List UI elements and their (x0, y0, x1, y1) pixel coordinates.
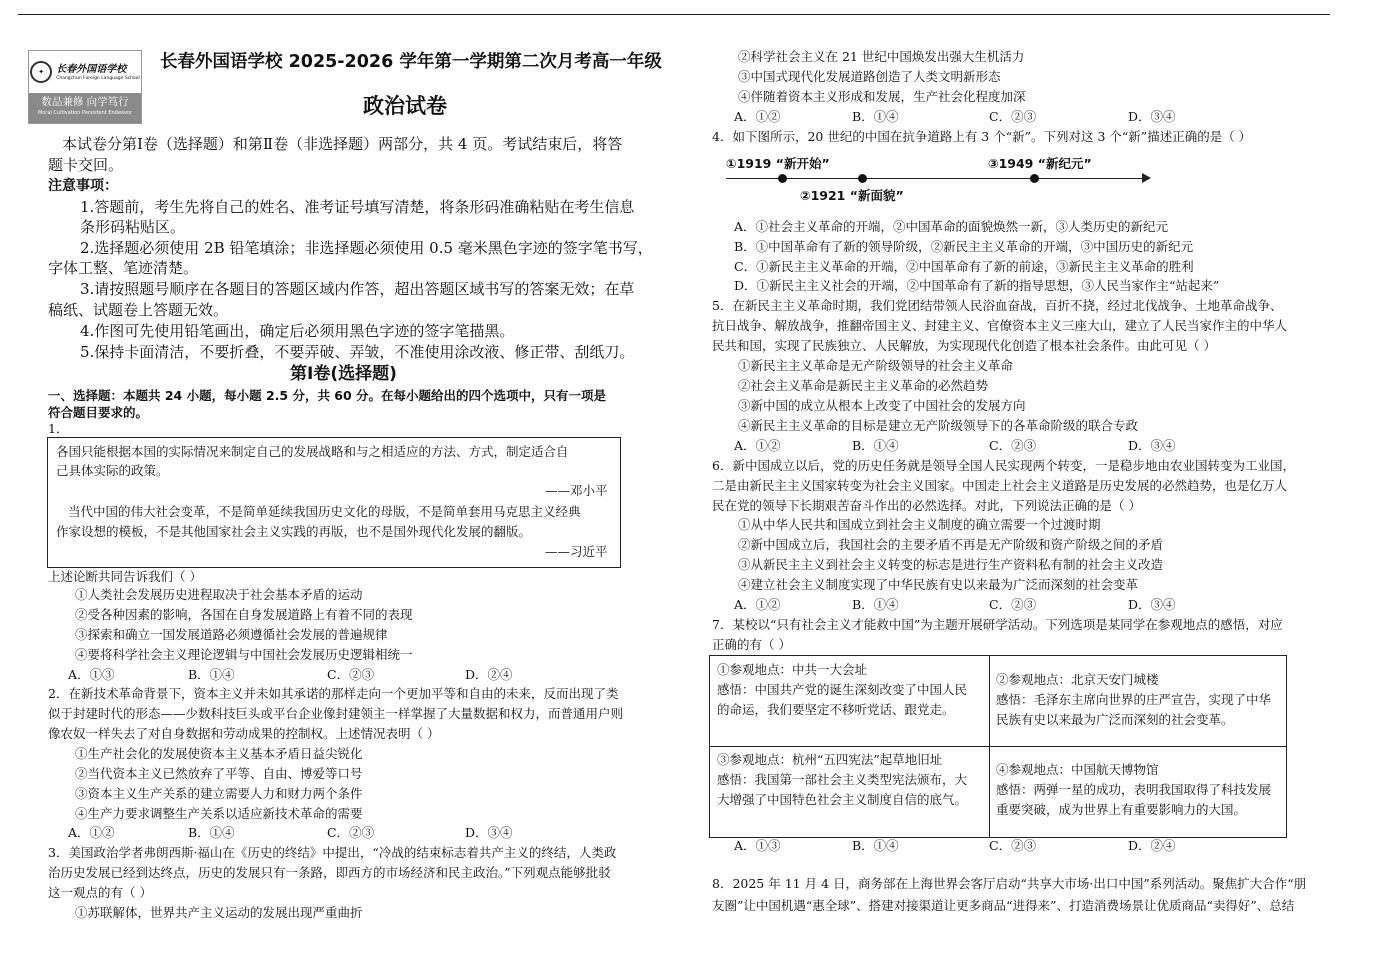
logo-school-name-en: Changchun Foreign Language School (56, 75, 140, 81)
timeline-dot (778, 174, 787, 183)
school-seal-icon: ✦ (30, 61, 52, 83)
option-b[interactable]: B．①④ (852, 438, 899, 453)
timeline-axis (726, 178, 1144, 179)
logo-motto: 数品兼修 向学笃行 (41, 96, 129, 108)
option-c[interactable]: C．②③ (327, 667, 375, 682)
option-a[interactable]: A．①③ (734, 838, 781, 853)
question-text: 二是由新民主主义国家转变为社会主义国家。中国走上社会主义道路是历史发展的必然趋势，也是亿万人 (712, 478, 1288, 493)
option-d[interactable]: D．③④ (1128, 597, 1176, 612)
notice-title: 注意事项： (48, 178, 118, 194)
question-text: 8．2025 年 11 月 4 日，商务部在上海世界会客厅启动“共享大市场·出口中国”系列活动。聚焦扩大合作“朋 (712, 876, 1307, 891)
option-d[interactable]: D．③④ (465, 825, 513, 840)
option-d[interactable]: D．③④ (1128, 438, 1176, 453)
statement: ①苏联解体，世界共产主义运动的发展出现严重曲折 (75, 905, 363, 920)
question-number: 1． (48, 421, 69, 436)
statement: ④建立社会主义制度实现了中华民族有史以来最为广泛而深刻的社会变革 (738, 577, 1139, 592)
option-a[interactable]: A．①③ (68, 667, 115, 682)
table-cell: ①参观地点：中共一大会址 感悟：中国共产党的诞生深刻改变了中国人民的命运，我们要坚定不移听党话、跟党走。 (717, 662, 968, 717)
statement: ④新民主主义革命的目标是建立无产阶级领导下的各革命阶级的联合专政 (738, 418, 1139, 433)
statement: ①新民主主义革命是无产阶级领导的社会主义革命 (738, 358, 1014, 373)
statement: ③探索和确立一国发展道路必须遵循社会发展的普遍规律 (75, 627, 388, 642)
option-b[interactable]: B．①④ (852, 109, 899, 124)
question-text: 4．如下图所示，20 世纪的中国在抗争道路上有 3 个“新”。下列对这 3 个“新”描述正确的是（ ） (712, 129, 1252, 144)
statement: ②新中国成立后，我国社会的主要矛盾不再是无产阶级和资产阶级之间的矛盾 (738, 537, 1164, 552)
statement: ②科学社会主义在 21 世纪中国焕发出强大生机活力 (738, 49, 1025, 64)
notice-item: 字体工整、笔迹清楚。 (48, 259, 199, 277)
statement: ③新中国的成立从根本上改变了中国社会的发展方向 (738, 398, 1026, 413)
statement: ③从新民主主义到社会主义转变的标志是进行生产资料私有制的社会主义改造 (738, 557, 1164, 572)
timeline-label: ①1919 “新开始” (726, 156, 830, 171)
school-logo (28, 50, 142, 124)
top-rule (18, 14, 1330, 15)
exam-title: 长春外国语学校 2025-2026 学年第一学期第二次月考高一年级 (160, 52, 662, 72)
question-text: 7．某校以“只有社会主义才能救中国”为主题开展研学活动。下列选项是某同学在参观地点的感悟，对应 (712, 617, 1283, 632)
statement: ②当代资本主义已然放弃了平等、自由、博爱等口号 (75, 766, 363, 781)
question-text: 似于封建时代的形态——少数科技巨头或平台企业像封建领主一样掌握了大量数据和权力，而普通用户则 (48, 706, 624, 721)
statement: ①人类社会发展历史进程取决于社会基本矛盾的运动 (75, 587, 363, 602)
option-c[interactable]: C．①新民主主义革命的开端，②中国革命有了新的前途，③新民主主义革命的胜利 (734, 259, 1194, 274)
question-text: 友圈”让中国机遇“惠全球”、搭建对接渠道让更多商品“进得来”、打造消费场景让优质商品“卖得好”、总结 (712, 898, 1295, 913)
table-cell: ②参观地点：北京天安门城楼 感悟：毛泽东主席向世界的庄严宣告，实现了中华民族有史以来最为广泛而深刻的社会变革。 (996, 672, 1272, 727)
question-text: 正确的有（ ） (712, 637, 791, 652)
option-d[interactable]: D．②④ (1128, 838, 1176, 853)
section-instructions: 符合题目要求的。 (48, 405, 149, 420)
timeline-dot (1030, 174, 1039, 183)
notice-item: 条形码粘贴区。 (80, 218, 186, 236)
statement: ③资本主义生产关系的建立需要人力和财力两个条件 (75, 786, 363, 801)
table-cell: ③参观地点：杭州“五四宪法”起草地旧址 感悟：我国第一部社会主义类型宪法颁布，大大增强了中国特色社会主义制度自信的底气。 (717, 752, 968, 807)
notice-item: 稿纸、试题卷上答题无效。 (48, 301, 229, 319)
section-instructions: 一、选择题：本题共 24 小题，每小题 2.5 分，共 60 分。在每小题给出的四个选项中，只有一项是 (48, 388, 607, 403)
statement: ④生产力要求调整生产关系以适应新技术革命的需要 (75, 806, 363, 821)
option-a[interactable]: A．①② (734, 109, 781, 124)
quote-author: ——邓小平 (545, 483, 608, 498)
option-d[interactable]: D．③④ (1128, 109, 1176, 124)
option-c[interactable]: C．②③ (989, 438, 1037, 453)
option-c[interactable]: C．②③ (989, 838, 1037, 853)
quote-text: 当代中国的伟大社会变革，不是简单延续我国历史文化的母版，不是简单套用马克思主义经典 (68, 504, 581, 519)
question-text: 6．新中国成立以后，党的历史任务就是领导全国人民实现两个转变，一是稳步地由农业国转变为工业国， (712, 458, 1295, 473)
option-b[interactable]: B．①④ (188, 667, 235, 682)
question-text: 像农奴一样失去了对自身数据和劳动成果的控制权。上述情况表明（ ） (48, 726, 440, 741)
option-c[interactable]: C．②③ (989, 597, 1037, 612)
option-a[interactable]: A．①② (734, 597, 781, 612)
timeline-arrow-icon (1142, 173, 1151, 183)
statement: ③中国式现代化发展道路创造了人类文明新形态 (738, 69, 1001, 84)
option-b[interactable]: B．①④ (852, 838, 899, 853)
option-d[interactable]: D．②④ (465, 667, 513, 682)
statement: ④要将科学社会主义理论逻辑与中国社会发展历史逻辑相统一 (75, 647, 413, 662)
question-text: 抗日战争、解放战争，推翻帝国主义、封建主义、官僚资本主义三座大山，建立了人民当家作主的中华人 (712, 318, 1288, 333)
notice-item: 2.选择题必须使用 2B 铅笔填涂；非选择题必须使用 0.5 毫米黑色字迹的签字笔书写， (80, 239, 653, 257)
question-text: 2．在新技术革命背景下，资本主义并未如其承诺的那样走向一个更加平等和自由的未来，反而出现了类 (48, 686, 619, 701)
subject-title: 政治试卷 (363, 94, 447, 118)
timeline-dot (858, 174, 867, 183)
option-b[interactable]: B．①④ (188, 825, 235, 840)
question-text: 3．美国政治学者弗朗西斯·福山在《历史的终结》中提出，“冷战的结束标志着共产主义的终结，人类政 (48, 845, 617, 860)
logo-school-name: 长春外国语学校 (56, 63, 127, 75)
question-text: 这一观点的有（ ） (48, 885, 152, 900)
statement: ①生产社会化的发展使资本主义基本矛盾日益尖锐化 (75, 746, 363, 761)
timeline-label: ③1949 “新纪元” (988, 156, 1092, 171)
quote-text: 作家设想的模板，不是其他国家社会主义实践的再版，也不是国外现代化发展的翻版。 (56, 524, 532, 539)
question-text: 5．在新民主主义革命时期，我们党团结带领人民浴血奋战，百折不挠，经过北伐战争、土地革命战争、 (712, 298, 1283, 313)
notice-item: 5.保持卡面清洁，不要折叠，不要弄破、弄皱，不准使用涂改液、修正带、刮纸刀。 (80, 343, 635, 361)
statement: ②受各种因素的影响，各国在自身发展道路上有着不同的表现 (75, 607, 413, 622)
option-b[interactable]: B．①中国革命有了新的领导阶级，②新民主主义革命的开端，③中国历史的新纪元 (734, 239, 1194, 254)
option-c[interactable]: C．②③ (989, 109, 1037, 124)
question-text: 治历史发展已经到达终点，历史的发展只有一条路，即西方的市场经济和民主政治。”下列观点能够批驳 (48, 865, 611, 880)
section-title: 第Ⅰ卷(选择题) (290, 364, 397, 384)
statement: ②社会主义革命是新民主主义革命的必然趋势 (738, 378, 989, 393)
notice-item: 1.答题前，考生先将自己的姓名、准考证号填写清楚，将条形码准确粘贴在考生信息 (80, 198, 635, 216)
intro-line: 题卡交回。 (48, 156, 124, 174)
option-d[interactable]: D．①新民主主义社会的开端，②中国革命有了新的指导思想，③人民当家作主“站起来” (734, 278, 1220, 293)
quote-text: 各国只能根据本国的实际情况来制定自己的发展战略和与之相适应的方法、方式，制定适合自 (56, 444, 569, 459)
option-a[interactable]: A．①社会主义革命的开端，②中国革命的面貌焕然一新，③人类历史的新纪元 (734, 219, 1169, 234)
option-a[interactable]: A．①② (734, 438, 781, 453)
timeline-label: ②1921 “新面貌” (800, 188, 904, 203)
question-text: 民共和国，实现了民族独立、人民解放，为实现现代化创造了根本社会条件。由此可见（ ） (712, 338, 1216, 353)
question-text: 民在党的领导下长期艰苦奋斗作出的必然选择。对此，下列说法正确的是（ ） (712, 498, 1141, 513)
quote-text: 己具体实际的政策。 (56, 463, 169, 478)
notice-item: 3.请按照题号顺序在各题目的答题区域内作答，超出答题区域书写的答案无效；在草 (80, 280, 635, 298)
statement: ④伴随着资本主义形成和发展，生产社会化程度加深 (738, 89, 1026, 104)
table-cell: ④参观地点：中国航天博物馆 感悟：两弹一星的成功，表明我国取得了科技发展重要突破，成为世界上有重要影响力的大国。 (996, 762, 1272, 817)
logo-motto-en: Moral Cultivation Persistent Endeavor (37, 110, 133, 116)
intro-line: 本试卷分第Ⅰ卷（选择题）和第Ⅱ卷（非选择题）两部分，共 4 页。考试结束后，将答 (62, 135, 623, 153)
notice-item: 4.作图可先使用铅笔画出，确定后必须用黑色字迹的签字笔描黑。 (80, 322, 515, 340)
option-b[interactable]: B．①④ (852, 597, 899, 612)
statement: ①从中华人民共和国成立到社会主义制度的确立需要一个过渡时期 (738, 517, 1101, 532)
quote-author: ——习近平 (545, 544, 608, 559)
question-stem: 上述论断共同告诉我们（ ） (48, 569, 202, 584)
option-a[interactable]: A．①② (68, 825, 115, 840)
option-c[interactable]: C．②③ (327, 825, 375, 840)
